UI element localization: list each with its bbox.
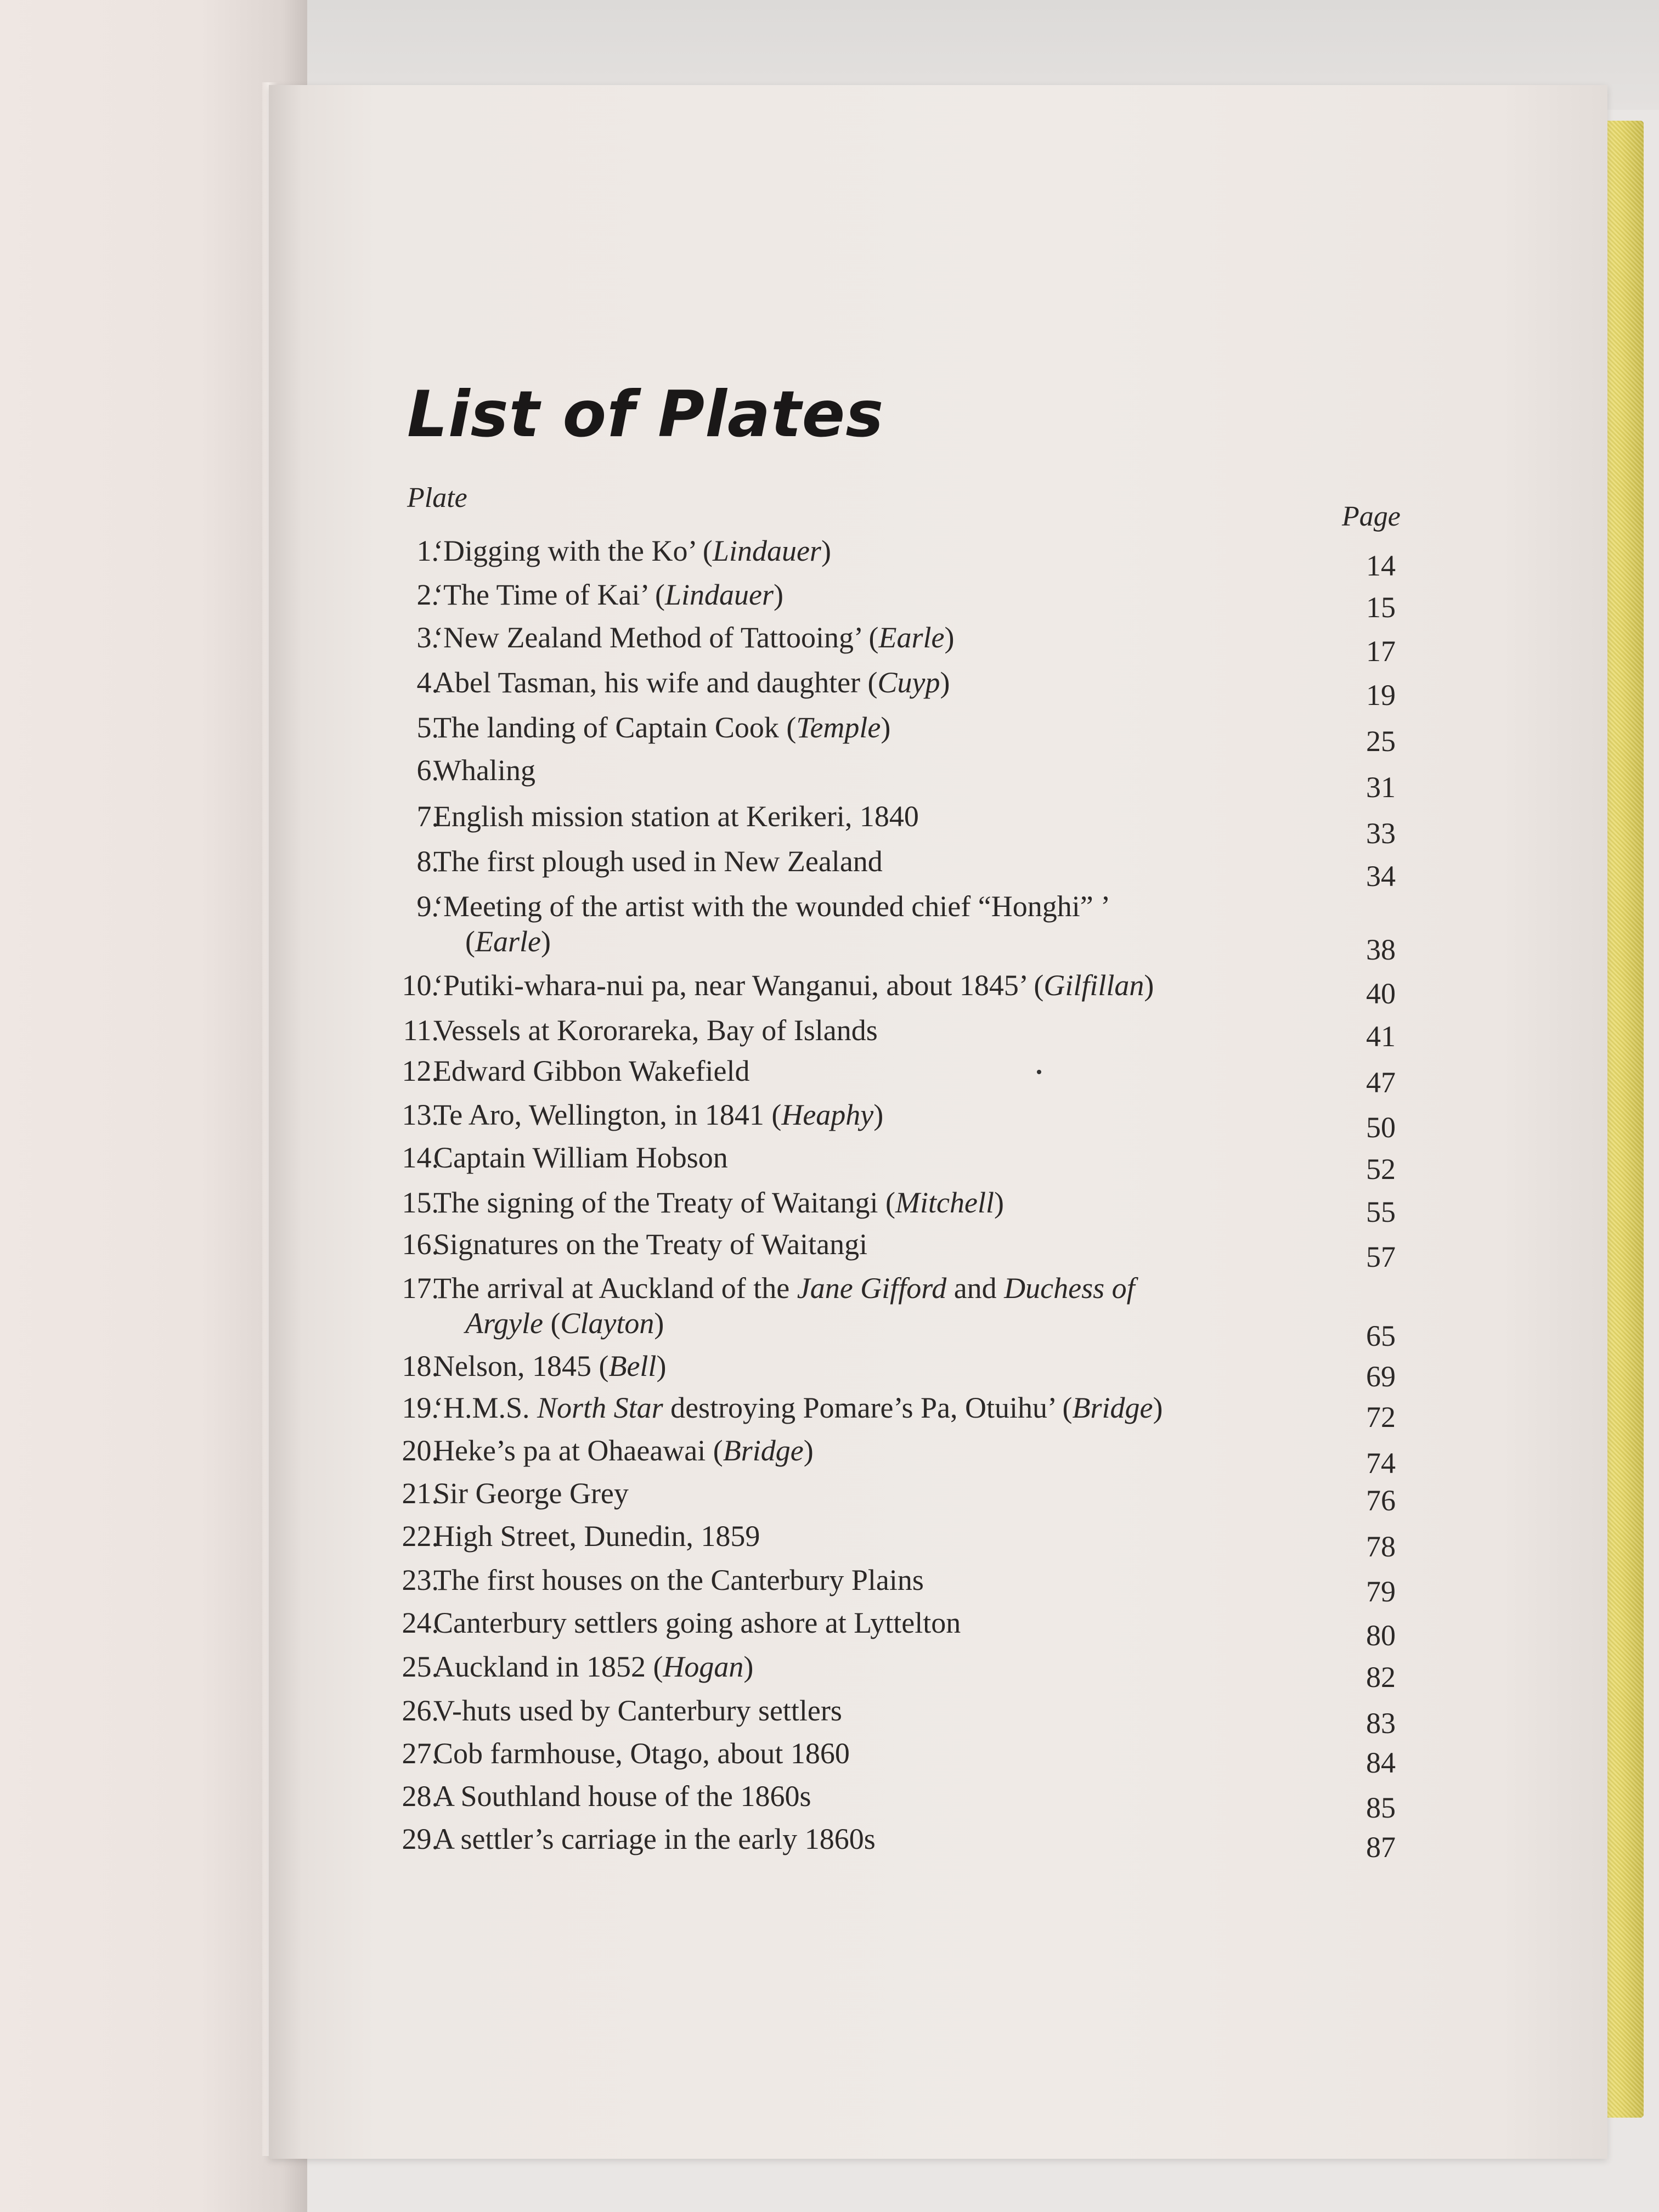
plate-number: 23. <box>402 1564 439 1596</box>
title-text: English mission station at Kerikeri, 1840 <box>433 800 919 833</box>
plate-number: 15. <box>402 1186 439 1219</box>
title-text: ( <box>543 1307 561 1340</box>
artist-name: Bridge <box>1072 1391 1153 1424</box>
list-item <box>402 1097 1470 1132</box>
artist-name: Clayton <box>560 1307 654 1340</box>
title-text: Canterbury settlers going ashore at Lyttelton <box>433 1606 961 1639</box>
plate-title <box>433 1390 1470 1425</box>
plate-title <box>433 533 1470 568</box>
list-item <box>406 577 1470 612</box>
list-item <box>402 1779 1470 1814</box>
plate-title <box>433 1433 1470 1468</box>
list-item <box>402 968 1470 1003</box>
list-item <box>406 620 1470 655</box>
page-number: 40 <box>1366 977 1396 1010</box>
list-item <box>402 1390 1470 1425</box>
page-number: 50 <box>1366 1111 1396 1144</box>
plate-title <box>433 1693 1470 1728</box>
plate-title <box>433 1097 1470 1132</box>
list-item <box>406 665 1470 700</box>
title-text: destroying Pomare’s Pa, Otuihu’ ( <box>663 1391 1073 1424</box>
page-number: 72 <box>1366 1401 1396 1434</box>
plate-number: 27. <box>402 1737 439 1770</box>
plate-number: 13. <box>402 1098 439 1131</box>
plate-title <box>433 1053 1470 1088</box>
ink-speck <box>1037 1070 1041 1074</box>
artist-name: Bridge <box>723 1434 804 1467</box>
plate-title <box>433 620 1470 655</box>
page-number: 65 <box>1366 1319 1396 1352</box>
plate-number: 8. <box>416 845 439 878</box>
list-item <box>402 1227 1470 1262</box>
title-text: Whaling <box>433 754 535 787</box>
list-item <box>402 1821 1470 1857</box>
plate-title-continuation <box>465 924 1470 959</box>
list-item <box>402 1185 1470 1220</box>
title-text: ) <box>821 534 831 567</box>
page-number: 33 <box>1366 817 1396 850</box>
list-item <box>406 889 1470 959</box>
show-through-text: ​ <box>15 224 18 273</box>
plate-title <box>433 1779 1470 1814</box>
page-number: 52 <box>1366 1153 1396 1186</box>
title-text: Signatures on the Treaty of Waitangi <box>433 1228 868 1261</box>
list-item <box>402 1736 1470 1771</box>
artist-name: Mitchell <box>895 1186 994 1219</box>
page-number: 38 <box>1366 933 1396 966</box>
list-item <box>402 1476 1470 1511</box>
artist-name: Hogan <box>663 1650 744 1683</box>
plate-number: 11. <box>403 1014 439 1047</box>
title-text: Edward Gibbon Wakefield <box>433 1054 750 1087</box>
plate-number: 28. <box>402 1780 439 1813</box>
title-text: ) <box>1144 969 1154 1002</box>
title-text: ‘Digging with the Ko’ ( <box>433 534 713 567</box>
plate-number: 3. <box>416 621 439 654</box>
title-text: The arrival at Auckland of the <box>433 1272 797 1305</box>
title-text: The first plough used in New Zealand <box>433 845 883 878</box>
title-text: ) <box>654 1307 664 1340</box>
plate-title <box>433 1519 1470 1554</box>
plate-number: 17. <box>402 1272 439 1305</box>
plate-number: 10. <box>402 969 439 1002</box>
plate-number: 29. <box>402 1822 439 1855</box>
title-text: ) <box>803 1434 814 1467</box>
title-text: Abel Tasman, his wife and daughter ( <box>433 666 878 699</box>
list-item <box>406 799 1470 834</box>
page-number: 47 <box>1366 1066 1396 1099</box>
artist-name: Jane Gifford <box>797 1272 947 1305</box>
title-text: A settler’s carriage in the early 1860s <box>433 1822 876 1855</box>
plate-title-continuation <box>465 1306 1470 1341</box>
list-item <box>402 1649 1470 1684</box>
page-number: 31 <box>1366 771 1396 804</box>
plate-number: 21. <box>402 1477 439 1510</box>
plate-number: 19. <box>402 1391 439 1424</box>
artist-name: Heaphy <box>781 1098 874 1131</box>
plate-title <box>433 1605 1470 1640</box>
title-text: Cob farmhouse, Otago, about 1860 <box>433 1737 850 1770</box>
page-number: 74 <box>1366 1447 1396 1480</box>
page-number: 69 <box>1366 1360 1396 1393</box>
page-number: 80 <box>1366 1619 1396 1652</box>
plate-number: 25. <box>402 1650 439 1683</box>
page-number: 55 <box>1366 1195 1396 1228</box>
title-text: ) <box>1153 1391 1163 1424</box>
plate-title <box>433 1821 1470 1857</box>
title-text: ( <box>465 925 475 958</box>
title-text: ‘H.M.S. <box>433 1391 538 1424</box>
artist-name: Lindauer <box>712 534 821 567</box>
list-item <box>403 1013 1470 1048</box>
page-title: List of Plates <box>407 377 884 452</box>
title-text: ) <box>940 666 950 699</box>
plate-title <box>433 968 1470 1003</box>
list-item <box>402 1140 1470 1175</box>
artist-name: Gilfillan <box>1043 969 1144 1002</box>
list-item <box>402 1605 1470 1640</box>
plate-title <box>433 1140 1470 1175</box>
title-text: ‘New Zealand Method of Tattooing’ ( <box>433 621 879 654</box>
artist-name: Argyle <box>465 1307 543 1340</box>
list-item <box>402 1693 1470 1728</box>
plate-number: 16. <box>402 1228 439 1261</box>
plate-column-label: Plate <box>407 482 467 514</box>
title-text: ) <box>944 621 955 654</box>
page-number: 17 <box>1366 635 1396 668</box>
title-text: Auckland in 1852 ( <box>433 1650 663 1683</box>
plate-title <box>433 665 1470 700</box>
title-text: ‘The Time of Kai’ ( <box>433 578 665 611</box>
title-text: and <box>946 1272 1005 1305</box>
plate-number: 6. <box>416 754 439 787</box>
page-number: 79 <box>1366 1575 1396 1608</box>
page-number: 83 <box>1366 1707 1396 1740</box>
list-item <box>402 1433 1470 1468</box>
plate-number: 20. <box>402 1434 439 1467</box>
plate-title <box>433 889 1470 959</box>
plate-number: 7. <box>416 800 439 833</box>
page-number: 14 <box>1366 549 1396 582</box>
page-number: 34 <box>1366 860 1396 893</box>
plate-title <box>433 1013 1470 1048</box>
plate-title <box>433 1348 1470 1384</box>
artist-name: Bell <box>608 1350 657 1383</box>
plate-number: 1. <box>416 534 439 567</box>
plate-title <box>433 799 1470 834</box>
list-item <box>406 533 1470 568</box>
list-item <box>406 844 1470 879</box>
page-number: 87 <box>1366 1831 1396 1864</box>
plate-title <box>433 1227 1470 1262</box>
plate-title <box>433 1271 1470 1341</box>
plate-title <box>433 1185 1470 1220</box>
artist-name: Earle <box>878 621 945 654</box>
plate-title <box>433 1476 1470 1511</box>
plate-number: 2. <box>416 578 439 611</box>
title-text: Te Aro, Wellington, in 1841 ( <box>433 1098 782 1131</box>
artist-name: Cuyp <box>877 666 940 699</box>
plate-number: 24. <box>402 1606 439 1639</box>
title-text: Heke’s pa at Ohaeawai ( <box>433 1434 723 1467</box>
title-text: V-huts used by Canterbury settlers <box>433 1694 842 1727</box>
plate-title <box>433 1562 1470 1598</box>
artist-name: Temple <box>796 711 881 744</box>
page-number: 85 <box>1366 1791 1396 1824</box>
list-item <box>402 1348 1470 1384</box>
plate-title <box>433 577 1470 612</box>
plate-number: 5. <box>416 711 439 744</box>
title-text: ‘Putiki-whara-nui pa, near Wanganui, about 1845’ ( <box>433 969 1044 1002</box>
title-text: ) <box>656 1350 667 1383</box>
page-number: 76 <box>1366 1484 1396 1517</box>
page-number: 57 <box>1366 1240 1396 1273</box>
title-text: The landing of Captain Cook ( <box>433 711 797 744</box>
plate-number: 4. <box>416 666 439 699</box>
title-text: ) <box>540 925 551 958</box>
title-text: The signing of the Treaty of Waitangi ( <box>433 1186 896 1219</box>
title-text: ) <box>881 711 891 744</box>
title-text: Nelson, 1845 ( <box>433 1350 609 1383</box>
list-item <box>402 1562 1470 1598</box>
artist-name: Lindauer <box>664 578 774 611</box>
page-number: 15 <box>1366 591 1396 624</box>
list-item <box>406 710 1470 745</box>
title-text: Sir George Grey <box>433 1477 629 1510</box>
plate-number: 14. <box>402 1141 439 1174</box>
plate-number: 9. <box>416 890 439 923</box>
title-text: The first houses on the Canterbury Plains <box>433 1564 924 1596</box>
title-text: Captain William Hobson <box>433 1141 728 1174</box>
plate-title <box>433 710 1470 745</box>
title-text: A Southland house of the 1860s <box>433 1780 811 1813</box>
plate-number: 22. <box>402 1520 439 1553</box>
title-text: ) <box>743 1650 754 1683</box>
plate-title <box>433 844 1470 879</box>
plate-number: 12. <box>402 1054 439 1087</box>
page-number: 82 <box>1366 1661 1396 1694</box>
page-number: 78 <box>1366 1530 1396 1563</box>
artist-name: Duchess of <box>1004 1272 1135 1305</box>
list-item <box>402 1271 1470 1341</box>
page-number: 84 <box>1366 1746 1396 1779</box>
title-text: ) <box>873 1098 884 1131</box>
title-text: Vessels at Kororareka, Bay of Islands <box>433 1014 878 1047</box>
page-number: 19 <box>1366 679 1396 712</box>
list-item <box>406 753 1470 788</box>
plate-title <box>433 1649 1470 1684</box>
list-item <box>402 1053 1470 1088</box>
plate-number: 26. <box>402 1694 439 1727</box>
plate-number: 18. <box>402 1350 439 1383</box>
title-text: High Street, Dunedin, 1859 <box>433 1520 760 1553</box>
title-text: ) <box>773 578 783 611</box>
title-text: ‘Meeting of the artist with the wounded chief “Honghi” ’ <box>433 890 1111 923</box>
list-item <box>402 1519 1470 1554</box>
artist-name: North Star <box>537 1391 663 1424</box>
plate-title <box>433 753 1470 788</box>
page-number: 25 <box>1366 725 1396 758</box>
artist-name: Earle <box>475 925 541 958</box>
page-column-label: Page <box>1342 501 1401 532</box>
plate-title <box>433 1736 1470 1771</box>
title-text: ) <box>994 1186 1004 1219</box>
page-number: 41 <box>1366 1020 1396 1053</box>
